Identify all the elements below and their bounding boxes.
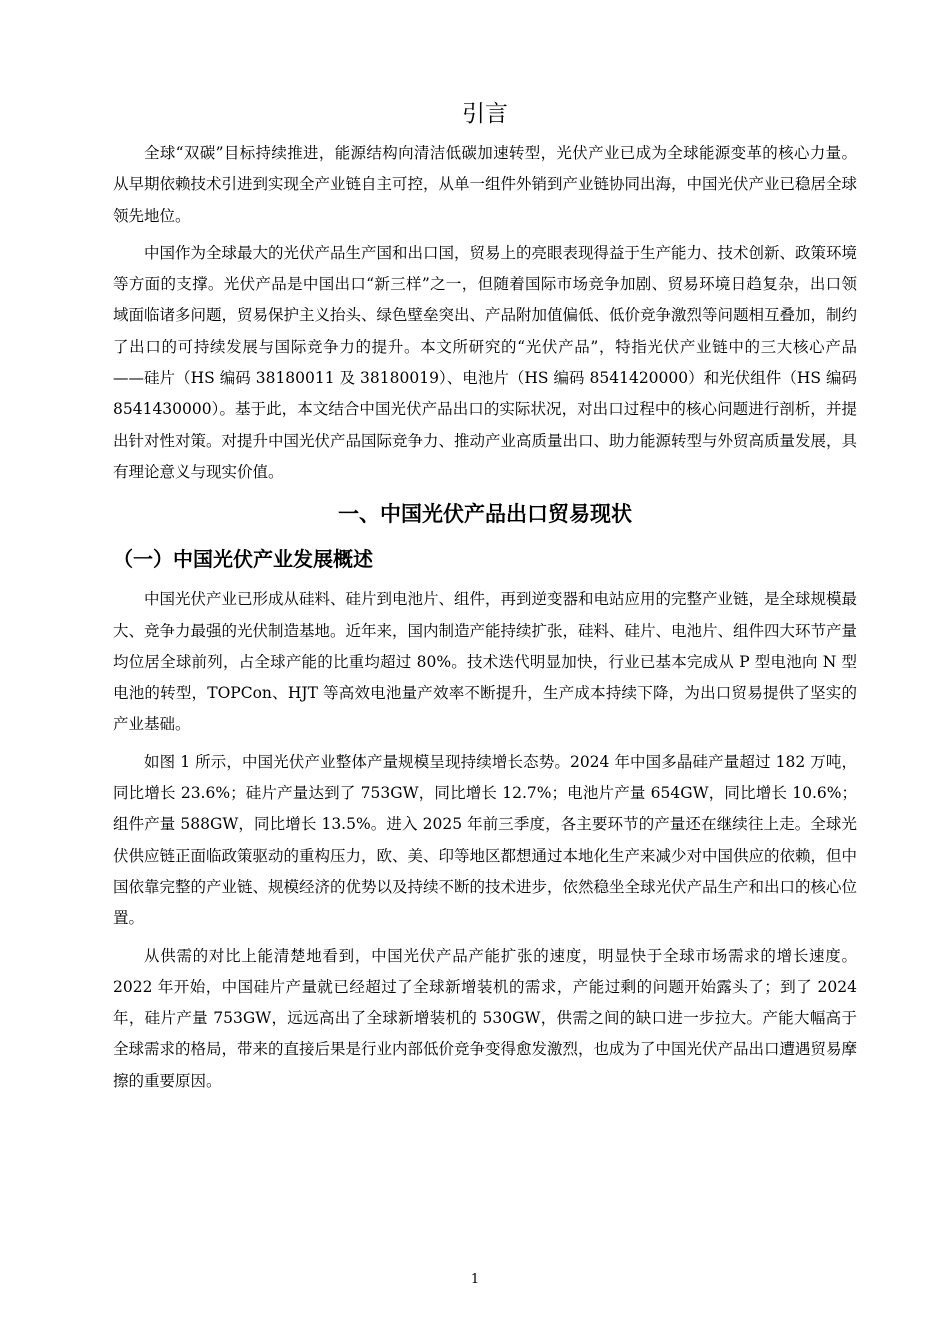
body-paragraph-3: 从供需的对比上能清楚地看到，中国光伏产品产能扩张的速度，明显快于全球市场需求的增长速度。2022 年开始，中国硅片产量就已经超过了全球新增装机的需求，产能过剩的问题开始露头了；到了 2024 年，硅片产量 753GW，远远高出了全球新增装机的 530GW，供需之间的缺口进一步拉大。产能大幅高于全球需求的格局，带来的直接后果是行业内部低价竞争变得愈发激烈，也成为了中国光伏产品出口遭遇贸易摩擦的重要原因。	[113, 946, 858, 1090]
section-heading: 一、中国光伏产品出口贸易现状	[338, 502, 632, 527]
intro-paragraph-2: 中国作为全球最大的光伏产品生产国和出口国，贸易上的亮眼表现得益于生产能力、技术创新、政策环境等方面的支撑。光伏产品是中国出口“新三样”之一，但随着国际市场竞争加剧、贸易环境日趋复杂，出口领域面临诸多问题，贸易保护主义抬头、绿色壁垒突出、产品附加值偏低、低价竞争激烈等问题相互叠加，制约了出口的可持续发展与国际竞争力的提升。本文所研究的“光伏产品”，特指光伏产业链中的三大核心产品——硅片（HS 编码 38180011 及 38180019）、电池片（HS 编码 8541420000）和光伏组件（HS 编码 8541430000）。基于此，本文结合中国光伏产品出口的实际状况，对出口过程中的核心问题进行剖析，并提出针对性对策。对提升中国光伏产品国际竞争力、推动产业高质量出口、助力能源转型与外贸高质量发展，具有理论意义与现实价值。	[113, 243, 858, 481]
subsection-heading: （一）中国光伏产业发展概述	[113, 547, 373, 572]
page-title: 引言	[462, 101, 508, 127]
page-number: 1	[470, 1272, 480, 1287]
body-paragraph-2: 如图 1 所示，中国光伏产业整体产量规模呈现持续增长态势。2024 年中国多晶硅产量超过 182 万吨，同比增长 23.6%；硅片产量达到了 753GW，同比增长 12.7%；电池片产量 654GW，同比增长 10.6%；组件产量 588GW，同比增长 13.5%。进入 2025 年前三季度，各主要环节的产量还在继续往上走。全球光伏供应链正面临政策驱动的重构压力，欧、美、印等地区都想通过本地化生产来减少对中国供应的依赖，但中国依靠完整的产业链、规模经济的优势以及持续不断的技术进步，依然稳坐全球光伏产品生产和出口的核心位置。	[113, 752, 858, 928]
intro-paragraph-1: 全球“双碳”目标持续推进，能源结构向清洁低碳加速转型，光伏产业已成为全球能源变革的核心力量。从早期依赖技术引进到实现全产业链自主可控，从单一组件外销到产业链协同出海，中国光伏产业已稳居全球领先地位。	[113, 144, 858, 225]
body-paragraph-1: 中国光伏产业已形成从硅料、硅片到电池片、组件，再到逆变器和电站应用的完整产业链，是全球规模最大、竞争力最强的光伏制造基地。近年来，国内制造产能持续扩张，硅料、硅片、电池片、组件四大环节产量均位居全球前列，占全球产能的比重均超过 80%。技术迭代明显加快，行业已基本完成从 P 型电池向 N 型电池的转型，TOPCon、HJT 等高效电池量产效率不断提升，生产成本持续下降，为出口贸易提供了坚实的产业基础。	[113, 590, 858, 734]
